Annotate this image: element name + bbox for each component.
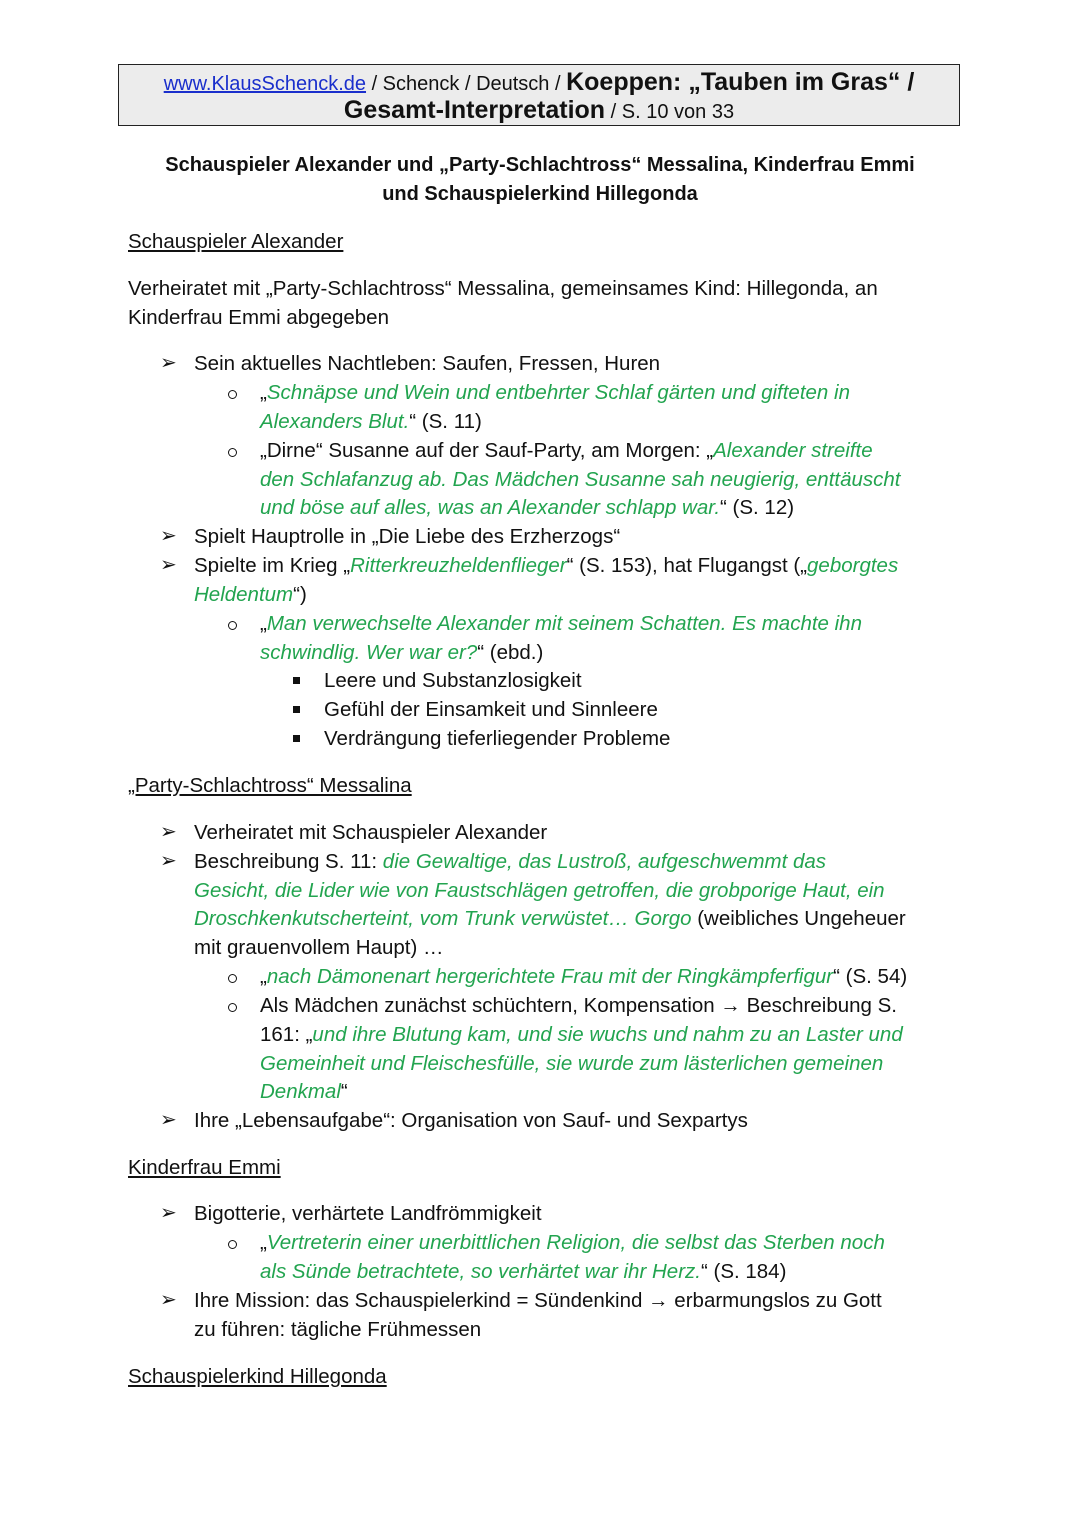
circle-bullet-icon <box>228 448 237 457</box>
section-heading-hillegonda: Schauspielerkind Hillegonda <box>128 1365 387 1388</box>
main-title-line2: und Schauspielerkind Hillegonda <box>382 183 698 205</box>
square-bullet-icon <box>293 706 300 713</box>
quote-line: schwindlig. Wer war er?“ (ebd.) <box>260 641 544 664</box>
quote-line: „Schnäpse und Wein und entbehrter Schlaf gärten und gifteten in <box>260 381 850 404</box>
work-title: Koeppen: „Tauben im Gras“ / <box>566 68 915 96</box>
square-bullet-icon <box>293 735 300 742</box>
quote-line: den Schlafanzug ab. Das Mädchen Susanne sah neugierig, enttäuscht <box>260 468 901 491</box>
bullet-text: zu führen: tägliche Frühmessen <box>194 1318 482 1341</box>
bullet-text: Spielte im Krieg „Ritterkreuzheldenflieger“ (S. 153), hat Flugangst („geborgtes <box>194 554 899 577</box>
bullet-text: Gesicht, die Lider wie von Faustschlägen getroffen, die grobporige Haut, ein <box>194 879 885 902</box>
bullet-text: Ihre „Lebensaufgabe“: Organisation von Sauf- und Sexpartys <box>194 1109 748 1132</box>
quote-line: und böse auf alles, was an Alexander schlapp war.“ (S. 12) <box>260 496 795 519</box>
circle-bullet-icon <box>228 1003 237 1012</box>
bullet-text: Heldentum“) <box>194 583 307 606</box>
quote-line: „Vertreterin einer unerbittlichen Religion, die selbst das Sterben noch <box>260 1231 885 1254</box>
quote-line: „Man verwechselte Alexander mit seinem Schatten. Es machte ihn <box>260 612 862 635</box>
quote-line: Denkmal“ <box>260 1080 348 1103</box>
quote-line: als Sünde betrachtete, so verhärtet war ihr Herz.“ (S. 184) <box>260 1260 787 1283</box>
quote-line: „nach Dämonenart hergerichtete Frau mit der Ringkämpferfigur“ (S. 54) <box>260 965 908 988</box>
circle-bullet-icon <box>228 621 237 630</box>
bullet-text: Bigotterie, verhärtete Landfrömmigkeit <box>194 1202 542 1225</box>
list-item: Gefühl der Einsamkeit und Sinnleere <box>324 698 658 721</box>
section-heading-alexander: Schauspieler Alexander <box>128 230 344 253</box>
quote-line: 161: „und ihre Blutung kam, und sie wuchs und nahm zu an Laster und <box>260 1023 903 1046</box>
bullet-text: Droschkenkutscherteint, vom Trunk verwüstet… Gorgo (weibliches Ungeheuer <box>194 907 906 930</box>
paragraph-text: Verheiratet mit „Party-Schlachtross“ Messalina, gemeinsames Kind: Hillegonda, an <box>128 277 878 300</box>
square-bullet-icon <box>293 677 300 684</box>
list-item: Leere und Substanzlosigkeit <box>324 669 582 692</box>
circle-bullet-icon <box>228 390 237 399</box>
website-link[interactable]: www.KlausSchenck.de <box>163 73 367 95</box>
arrow-bullet-icon: ➢ <box>160 1109 177 1131</box>
quote-line: Alexanders Blut.“ (S. 11) <box>260 410 482 433</box>
breadcrumb: / Schenck / Deutsch / <box>366 73 567 95</box>
arrow-bullet-icon: ➢ <box>160 850 177 872</box>
bullet-text: mit grauenvollem Haupt) … <box>194 936 444 959</box>
main-title-line1: Schauspieler Alexander und „Party-Schlachtross“ Messalina, Kinderfrau Emmi <box>165 154 915 176</box>
document-title: Gesamt-Interpretation <box>343 96 606 124</box>
arrow-bullet-icon: ➢ <box>160 525 177 547</box>
bullet-text: Sein aktuelles Nachtleben: Saufen, Fressen, Huren <box>194 352 661 375</box>
bullet-text: Verheiratet mit Schauspieler Alexander <box>194 821 548 844</box>
quote-line: „Dirne“ Susanne auf der Sauf-Party, am Morgen: „Alexander streifte <box>260 439 873 462</box>
bullet-text: Spielt Hauptrolle in „Die Liebe des Erzherzogs“ <box>194 525 621 548</box>
quote-line: Gemeinheit und Fleischesfülle, sie wurde zum lästerlichen gemeinen <box>260 1052 884 1075</box>
bullet-text: Ihre Mission: das Schauspielerkind = Sündenkind → erbarmungslos zu Gott <box>194 1289 882 1312</box>
bullet-text: Beschreibung S. 11: die Gewaltige, das Lustroß, aufgeschwemmt das <box>194 850 827 873</box>
circle-bullet-icon <box>228 1240 237 1249</box>
bullet-text: Als Mädchen zunächst schüchtern, Kompensation → Beschreibung S. <box>260 994 897 1017</box>
circle-bullet-icon <box>228 974 237 983</box>
list-item: Verdrängung tieferliegender Probleme <box>324 727 671 750</box>
arrow-bullet-icon: ➢ <box>160 352 177 374</box>
arrow-bullet-icon: ➢ <box>160 821 177 843</box>
arrow-bullet-icon: ➢ <box>160 1202 177 1224</box>
section-heading-emmi: Kinderfrau Emmi <box>128 1156 281 1179</box>
arrow-bullet-icon: ➢ <box>160 554 177 576</box>
section-heading-messalina: „Party-Schlachtross“ Messalina <box>128 774 412 797</box>
page-header <box>118 64 960 126</box>
page-info: / S. 10 von 33 <box>605 101 735 123</box>
paragraph-text: Kinderfrau Emmi abgegeben <box>128 306 389 329</box>
arrow-bullet-icon: ➢ <box>160 1289 177 1311</box>
